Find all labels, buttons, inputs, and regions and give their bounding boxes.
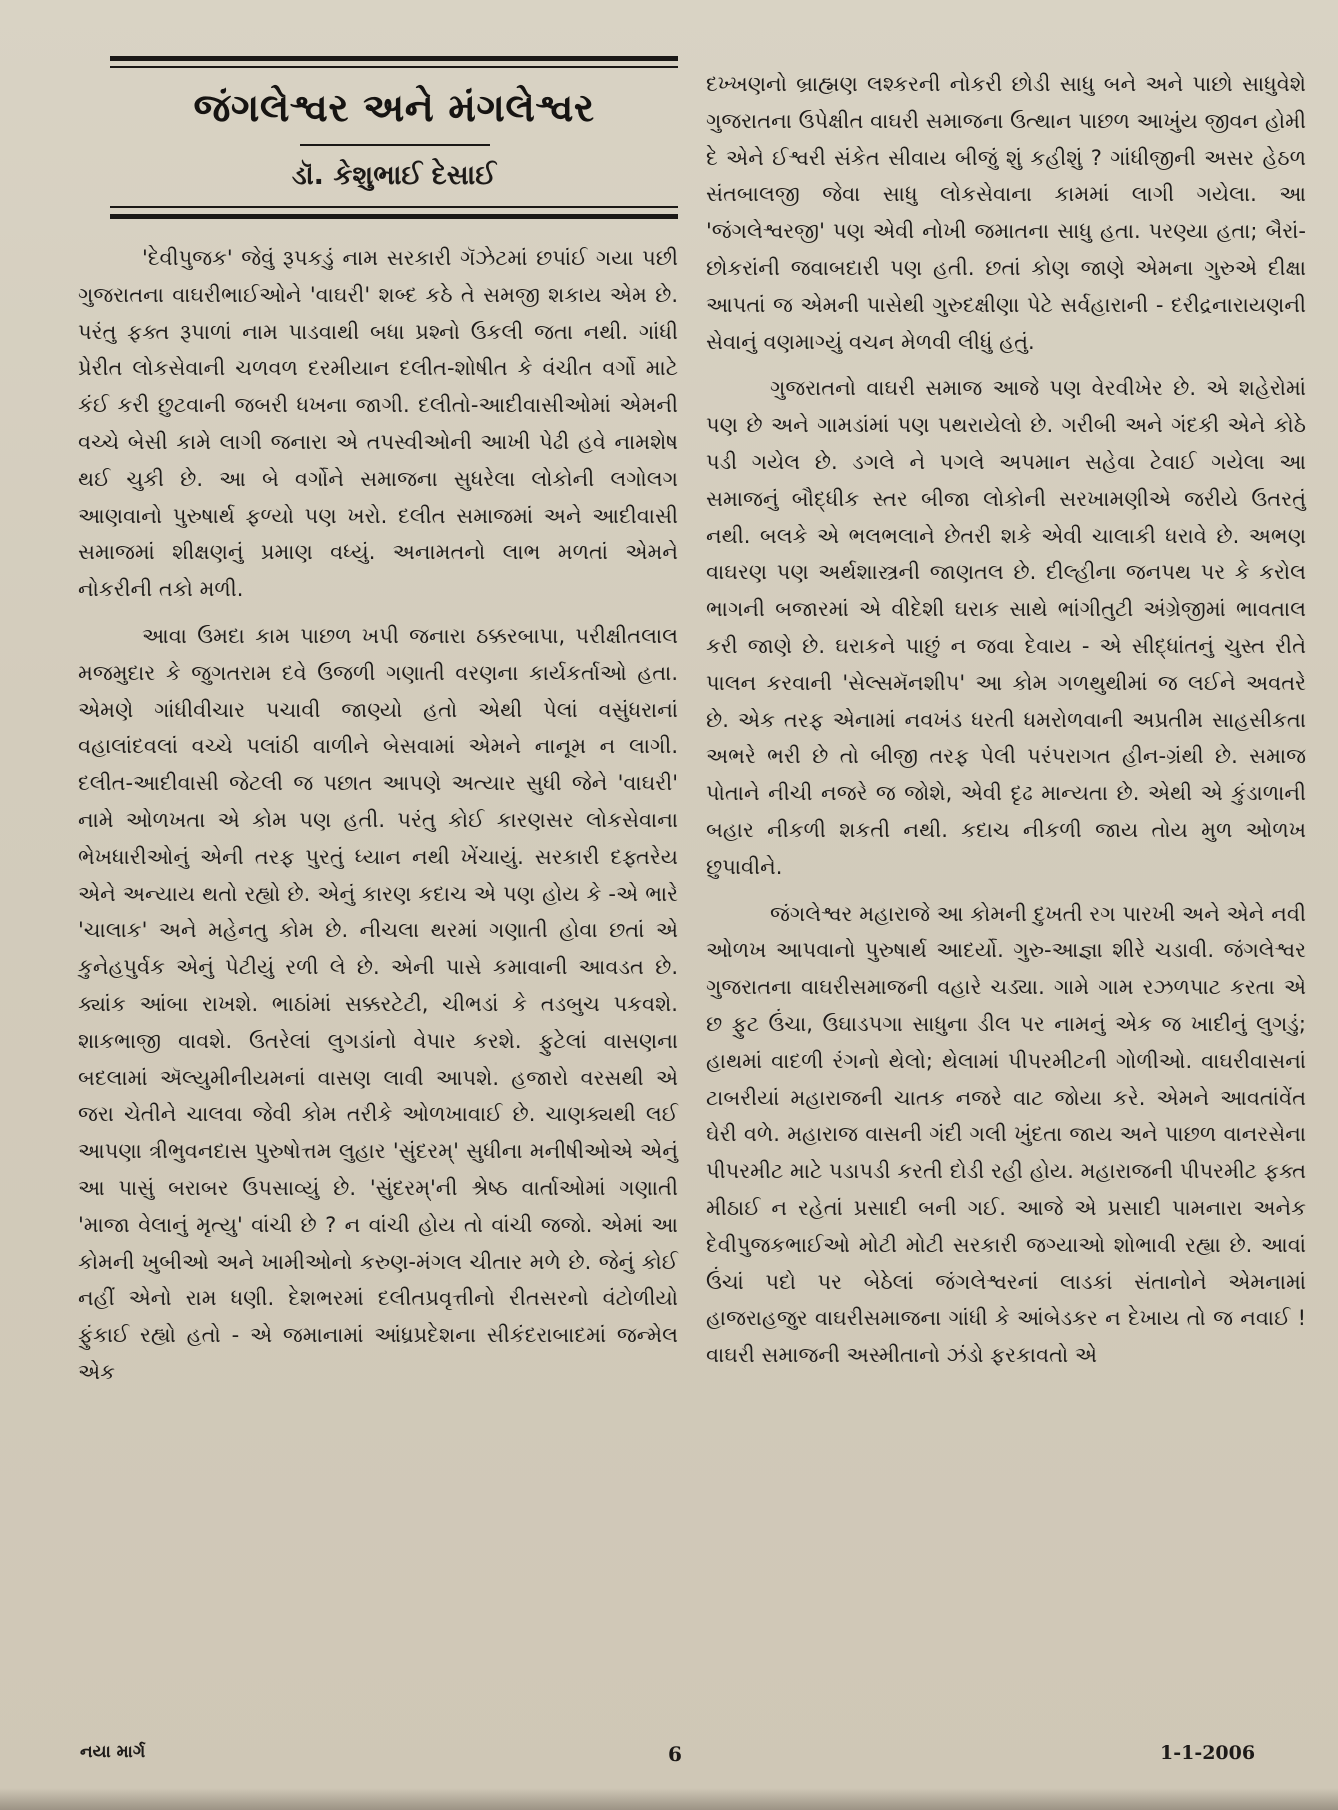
article-author: ડૉ. કેશુભાઈ દેસાઈ	[291, 160, 497, 191]
author-bottom-rule	[110, 214, 678, 219]
page-edge-shadow	[0, 1788, 1338, 1810]
issue-date: 1-1-2006	[1160, 1742, 1256, 1764]
left-column	[78, 240, 678, 1391]
right-paragraph-1: દખ્ખણનો બ્રાહ્મણ લશ્કરની નોકરી છોડી સાધુ બને અને પાછો સાધુવેશે ગુજરાતના ઉપેક્ષીત વાઘરી સમાજના ઉત્થાન પાછળ આખુંય જીવન હોમી દે એને ઈશ્વરી સંકેત સીવાય બીજું શું કહીશું ? ગાંધીજીની અસર હેઠળ સંતબાલજી જેવા સાધુ લોકસેવાના કામમાં લાગી ગયેલા. આ 'જંગલેશ્વરજી' પણ એવી નોખી જમાતના સાધુ હતા. પરણ્યા હતા; બૈરાં-છોકરાંની જવાબદારી પણ હતી. છતાં કોણ જાણે એમના ગુરુએ દીક્ષા આપતાં જ એમની પાસેથી ગુરુદક્ષીણા પેટે સર્વહારાની - દરીદ્રનારાયણની સેવાનું વણમાગ્યું વચન મેળવી લીધું હતું.	[706, 72, 1306, 354]
title-top-rule-thin	[110, 66, 678, 68]
publication-name: નયા માર્ગ	[80, 1742, 146, 1762]
author-bottom-rule-thin	[110, 206, 678, 208]
left-paragraph-2: આવા ઉમદા કામ પાછળ ખપી જનારા ઠક્કરબાપા, પરીક્ષીતલાલ મજમુદાર કે જુગતરામ દવે ઉજળી ગણાતી વરણના કાર્યકર્તાઓ હતા. એમણે ગાંધીવીચાર પચાવી જાણ્યો હતો એથી પેલાં વસુંધરાનાં વહાલાંદવલાં વચ્ચે પલાંઠી વાળીને બેસવામાં એમને નાનૂમ ન લાગી. દલીત-આદીવાસી જેટલી જ પછાત આપણે અત્યાર સુધી જેને 'વાઘરી' નામે ઓળખતા એ કોમ પણ હતી. પરંતુ કોઈ કારણસર લોકસેવાના ભેખધારીઓનું એની તરફ પુરતું ધ્યાન નથી ખેંચાયું. સરકારી દફ્તરેય એને અન્યાય થતો રહ્યો છે. એનું કારણ કદાચ એ પણ હોય કે -એ ભારે 'ચાલાક' અને મહેનતુ કોમ છે. નીચલા થરમાં ગણાતી હોવા છતાં એ કુનેહપુર્વક એનું પેટીયું રળી લે છે. એની પાસે કમાવાની આવડત છે. ક્યાંક આંબા રાખશે. ભાઠાંમાં સક્કરટેટી, ચીભડાં કે તડબુચ પકવશે. શાકભાજી વાવશે. ઉતરેલાં લુગડાંનો વેપાર કરશે. ફુટેલાં વાસણના બદલામાં ઍલ્યુમીનીયમનાં વાસણ લાવી આપશે. હજારો વરસથી એ જરા ચેતીને ચાલવા જેવી કોમ તરીકે ઓળખાવાઈ છે. ચાણક્યથી લઈ આપણા ત્રીભુવનદાસ પુરુષોત્તમ લુહાર 'સુંદરમ્' સુધીના મનીષીઓએ એનું આ પાસું બરાબર ઉપસાવ્યું છે. 'સુંદરમ્'ની શ્રેષ્ઠ વાર્તાઓમાં ગણાતી 'માજા વેલાનું મૃત્યુ' વાંચી છે ? ન વાંચી હોય તો વાંચી જજો. એમાં આ કોમની ખુબીઓ અને ખામીઓનો કરુણ-મંગલ ચીતાર મળે છે. જેનું કોઈ નહીં એનો રામ ધણી. દેશભરમાં દલીતપ્રવૃત્તીનો રીતસરનો વંટોળીયો ફુંકાઈ રહ્યો હતો - એ જમાનામાં આંધ્રપ્રદેશના સીકંદરાબાદમાં જન્મેલ એક	[78, 623, 678, 1384]
right-paragraph-3: જંગલેશ્વર મહારાજે આ કોમની દુખતી રગ પારખી અને એને નવી ઓળખ આપવાનો પુરુષાર્થ આદર્યો. ગુરુ-આજ્ઞા શીરે ચડાવી. જંગલેશ્વર ગુજરાતના વાઘરીસમાજની વહારે ચડ્યા. ગામે ગામ રઝળપાટ કરતા એ છ ફુટ ઉંચા, ઉઘાડપગા સાધુના ડીલ પર નામનું એક જ ખાદીનું લુગડું; હાથમાં વાદળી રંગનો થેલો; થેલામાં પીપરમીટની ગોળીઓ. વાઘરીવાસનાં ટાબરીયાં મહારાજની ચાતક નજરે વાટ જોયા કરે. એમને આવતાંવેંત ઘેરી વળે. મહારાજ વાસની ગંદી ગલી ખુંદતા જાય અને પાછળ વાનરસેના પીપરમીટ માટે પડાપડી કરતી દોડી રહી હોય. મહારાજની પીપરમીટ ફક્ત મીઠાઈ ન રહેતાં પ્રસાદી બની ગઈ. આજે એ પ્રસાદી પામનારા અનેક દેવીપુજકભાઈઓ મોટી મોટી સરકારી જગ્યાઓ શોભાવી રહ્યા છે. આવાં ઉંચાં પદો પર બેઠેલાં જંગલેશ્વરનાં લાડકાં સંતાનોને એમનામાં હાજરાહજુર વાઘરીસમાજના ગાંધી કે આંબેડકર ન દેખાય તો જ નવાઈ ! વાઘરી સમાજની અસ્મીતાનો ઝંડો ફરકાવતો એ	[706, 901, 1306, 1368]
title-divider	[300, 144, 490, 146]
right-paragraph-2: ગુજરાતનો વાઘરી સમાજ આજે પણ વેરવીખેર છે. એ શહેરોમાં પણ છે અને ગામડાંમાં પણ પથરાયેલો છે. ગરીબી અને ગંદકી એને કોઠે પડી ગયેલ છે. ડગલે ને પગલે અપમાન સહેવા ટેવાઈ ગયેલા આ સમાજનું બૌદ્ધીક સ્તર બીજા લોકોની સરખામણીએ જરીયે ઉતરતું નથી. બલકે એ ભલભલાને છેતરી શકે એવી ચાલાકી ધરાવે છે. અભણ વાઘરણ પણ અર્થશાસ્ત્રની જાણતલ છે. દીલ્હીના જનપથ પર કે કરોલ ભાગની બજારમાં એ વીદેશી ઘરાક સાથે ભાંગીતુટી અંગ્રેજીમાં ભાવતાલ કરી જાણે છે. ઘરાકને પાછું ન જવા દેવાય - એ સીદ્ધાંતનું ચુસ્ત રીતે પાલન કરવાની 'સેલ્સમૅનશીપ' આ કોમ ગળથુથીમાં જ લઈને અવતરે છે. એક તરફ એનામાં નવખંડ ધરતી ધમરોળવાની અપ્રતીમ સાહસીકતા અભરે ભરી છે તો બીજી તરફ પેલી પરંપરાગત હીન-ગ્રંથી છે. સમાજ પોતાને નીચી નજરે જ જોશે, એવી દૃઢ માન્યતા છે. એથી એ કુંડાળાની બહાર નીકળી શકતી નથી. કદાચ નીકળી જાય તોય મુળ ઓળખ છુપાવીને.	[706, 376, 1306, 879]
article-title: જંગલેશ્વર અને મંગલેશ્વર	[193, 86, 595, 131]
left-paragraph-1: 'દેવીપુજક' જેવું રૂપકડું નામ સરકારી ગૅઝેટમાં છપાંઈ ગયા પછી ગુજરાતના વાઘરીભાઈઓને 'વાઘરી' શબ્દ કઠે તે સમજી શકાય એમ છે. પરંતુ ફક્ત રૂપાળાં નામ પાડવાથી બધા પ્રશ્નો ઉકલી જતા નથી. ગાંધી પ્રેરીત લોકસેવાની ચળવળ દરમીયાન દલીત-શોષીત કે વંચીત વર્ગો માટે કંઈ કરી છુટવાની જબરી ધખના જાગી. દલીતો-આદીવાસીઓમાં એમની વચ્ચે બેસી કામે લાગી જનારા એ તપસ્વીઓની આખી પેઢી હવે નામશેષ થઈ ચુકી છે. આ બે વર્ગોને સમાજના સુધરેલા લોકોની લગોલગ આણવાનો પુરુષાર્થ ફળ્યો પણ ખરો. દલીત સમાજમાં અને આદીવાસી સમાજમાં શીક્ષણનું પ્રમાણ વધ્યું. અનામતનો લાભ મળતાં એમને નોકરીની તકો મળી.	[78, 246, 678, 602]
page-number: 6	[668, 1742, 682, 1766]
title-top-rule	[110, 56, 678, 61]
right-column	[706, 66, 1306, 1374]
